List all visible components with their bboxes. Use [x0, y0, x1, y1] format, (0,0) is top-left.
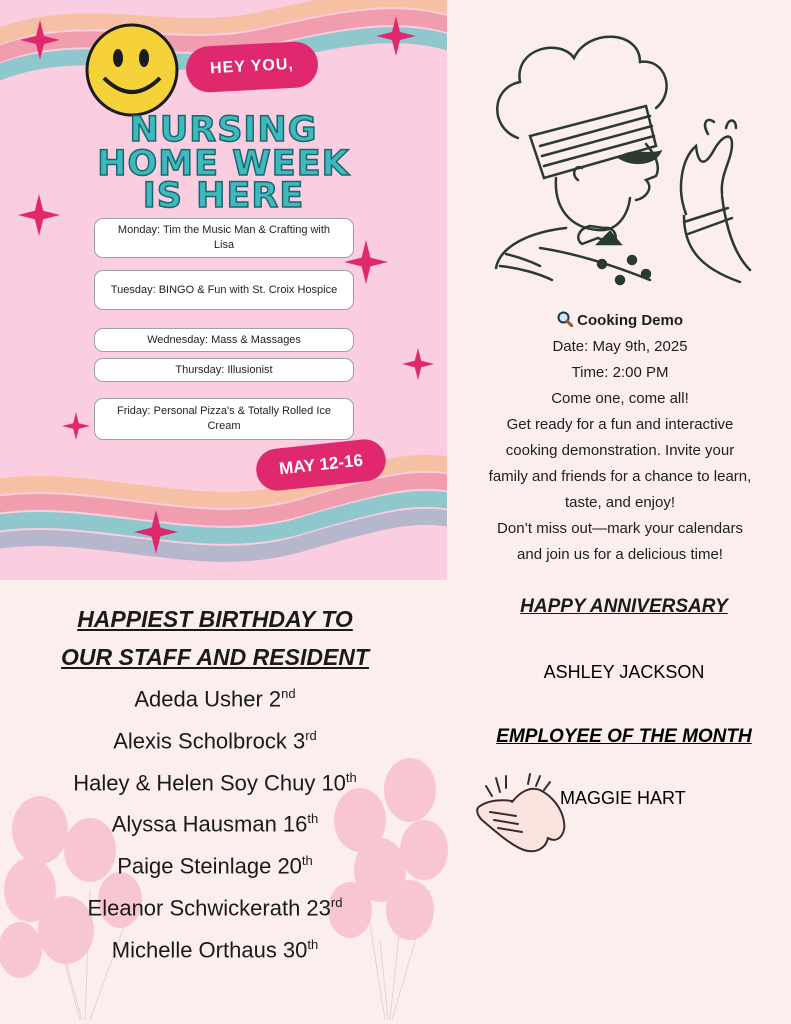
cooking-demo-section — [452, 308, 788, 568]
birthday-entry: Alyssa Hausman 16th — [111, 811, 319, 837]
nursing-home-week-poster — [0, 0, 447, 580]
greeting-badge: HEY YOU, — [185, 41, 319, 94]
clapping-hands-icon — [472, 768, 572, 858]
sparkle-icon — [402, 348, 434, 380]
schedule-tuesday: Tuesday: BINGO & Fun with St. Croix Hospice — [94, 270, 354, 310]
birthday-section — [0, 600, 430, 969]
cooking-demo-line: taste, and enjoy! — [564, 494, 676, 511]
smiley-face-icon — [82, 22, 182, 118]
poster-title-line-2: HOME WEEK — [97, 144, 350, 184]
magnifier-icon — [557, 311, 573, 327]
cooking-demo-line: and join us for a delicious time! — [517, 546, 723, 563]
employee-name: MAGGIE HART — [560, 788, 686, 808]
cooking-demo-line: cooking demonstration. Invite your — [505, 442, 735, 459]
poster-title-line-1: NURSING — [129, 110, 318, 150]
sparkle-icon — [20, 20, 60, 60]
dates-badge: MAY 12-16 — [254, 437, 388, 492]
sparkle-icon — [344, 240, 388, 284]
cooking-demo-time: Time: 2:00 PM — [571, 364, 669, 381]
cooking-demo-title: Cooking Demo — [577, 312, 683, 329]
sparkle-icon — [18, 194, 60, 236]
birthday-entry: Paige Steinlage 20th — [117, 853, 313, 879]
poster-title-line-3: IS HERE — [142, 176, 305, 216]
sparkle-icon — [134, 510, 178, 554]
birthday-heading-line-1: HAPPIEST BIRTHDAY TO — [77, 606, 353, 632]
schedule-thursday: Thursday: Illusionist — [94, 358, 354, 382]
birthday-entry: Haley & Helen Soy Chuy 10th — [73, 769, 357, 795]
birthday-heading-line-2: OUR STAFF AND RESIDENT — [61, 644, 369, 670]
chef-illustration — [470, 18, 760, 298]
cooking-demo-heading — [452, 308, 788, 334]
cooking-demo-line: Get ready for a fun and interactive — [506, 416, 734, 433]
birthday-entry: Alexis Scholbrock 3rd — [113, 727, 317, 754]
employee-heading: EMPLOYEE OF THE MONTH — [496, 726, 752, 747]
schedule-monday: Monday: Tim the Music Man & Crafting with Lisa — [94, 218, 354, 258]
anniversary-name: ASHLEY JACKSON — [543, 662, 705, 682]
anniversary-section — [454, 596, 791, 618]
cooking-demo-line: family and friends for a chance to learn, — [488, 468, 752, 485]
cooking-demo-date: Date: May 9th, 2025 — [552, 338, 688, 355]
schedule-wednesday: Wednesday: Mass & Massages — [94, 328, 354, 352]
cooking-demo-line: Don’t miss out—mark your calendars — [497, 520, 743, 537]
birthday-entry: Michelle Orthaus 30th — [111, 936, 319, 963]
anniversary-heading: HAPPY ANNIVERSARY — [520, 596, 728, 617]
birthday-entry: Eleanor Schwickerath 23rd — [87, 895, 343, 921]
sparkle-icon — [62, 412, 90, 440]
birthday-entry: Adeda Usher 2nd — [134, 686, 296, 712]
schedule-friday: Friday: Personal Pizza's & Totally Rolled Ice Cream — [94, 398, 354, 440]
employee-of-month-section — [454, 726, 791, 748]
sparkle-icon — [376, 16, 416, 56]
cooking-demo-line: Come one, come all! — [551, 390, 689, 407]
